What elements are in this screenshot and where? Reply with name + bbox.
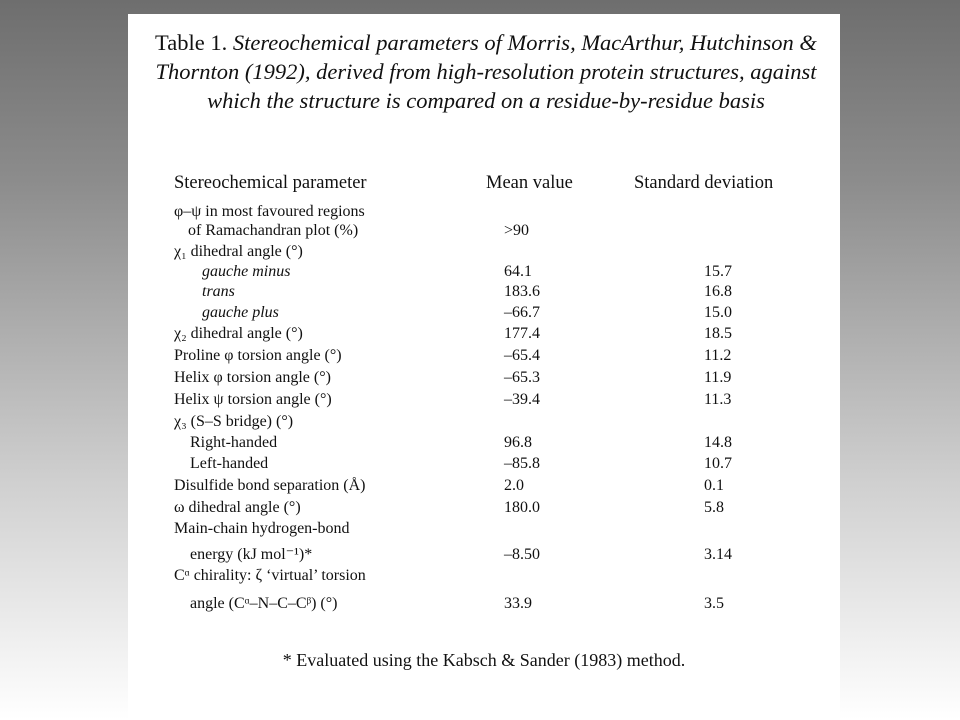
- param-cell: energy (kJ mol⁻¹)*: [190, 546, 313, 563]
- mean-cell: –39.4: [504, 391, 540, 408]
- param-cell: χ₃ (S–S bridge) (°): [174, 413, 294, 430]
- table-row: [128, 345, 840, 366]
- table-row: [128, 323, 840, 344]
- mean-cell: 96.8: [504, 434, 532, 451]
- sd-cell: 3.5: [704, 595, 724, 612]
- param-cell: gauche plus: [202, 304, 279, 321]
- sd-cell: 5.8: [704, 499, 724, 516]
- caption-label: Table 1.: [155, 30, 228, 55]
- param-cell: Main-chain hydrogen-bond: [174, 520, 350, 537]
- sd-cell: 18.5: [704, 325, 732, 342]
- param-cell: χ₁ dihedral angle (°): [174, 243, 303, 260]
- mean-cell: –85.8: [504, 455, 540, 472]
- param-cell: φ–ψ in most favoured regions: [174, 203, 365, 220]
- table-row: [128, 201, 840, 222]
- table-caption: [148, 28, 824, 115]
- sd-cell: 16.8: [704, 283, 732, 300]
- mean-cell: –66.7: [504, 304, 540, 321]
- table-row: [128, 302, 840, 323]
- param-cell: Helix ψ torsion angle (°): [174, 391, 332, 408]
- mean-cell: 2.0: [504, 477, 524, 494]
- param-cell: ω dihedral angle (°): [174, 499, 301, 516]
- mean-cell: 33.9: [504, 595, 532, 612]
- mean-cell: –8.50: [504, 546, 540, 563]
- table-row: [128, 220, 840, 241]
- param-cell: Proline φ torsion angle (°): [174, 347, 342, 364]
- mean-cell: –65.3: [504, 369, 540, 386]
- param-cell: of Ramachandran plot (%): [188, 222, 359, 239]
- sd-cell: 11.2: [704, 347, 732, 364]
- sd-cell: 15.7: [704, 263, 732, 280]
- sd-cell: 10.7: [704, 455, 732, 472]
- table-row: [128, 389, 840, 410]
- mean-cell: 177.4: [504, 325, 540, 342]
- table-row: [128, 518, 840, 539]
- table-row: [128, 453, 840, 474]
- table-row: [128, 281, 840, 302]
- slide-page: [128, 14, 840, 720]
- param-cell: Right-handed: [190, 434, 278, 451]
- sd-cell: 11.3: [704, 391, 732, 408]
- table-row: [128, 565, 840, 586]
- param-cell: gauche minus: [202, 263, 291, 280]
- param-cell: trans: [202, 283, 235, 300]
- caption-text: Stereochemical parameters of Morris, MacArthur, Hutchinson & Thornton (1992), derived from high-resolution protein structures, against which the structure is compared on a residue-by-residue basis: [155, 30, 817, 113]
- mean-cell: 180.0: [504, 499, 540, 516]
- table-row: [128, 432, 840, 453]
- mean-cell: 64.1: [504, 263, 532, 280]
- header-parameter: Stereochemical parameter: [174, 173, 367, 193]
- table-row: [128, 544, 840, 565]
- mean-cell: –65.4: [504, 347, 540, 364]
- param-cell: Left-handed: [190, 455, 269, 472]
- param-cell: Cᵅ chirality: ζ ‘virtual’ torsion: [174, 567, 366, 584]
- mean-cell: 183.6: [504, 283, 540, 300]
- param-cell: Helix φ torsion angle (°): [174, 369, 331, 386]
- table-row: [128, 367, 840, 388]
- sd-cell: 0.1: [704, 477, 724, 494]
- table-row: [128, 261, 840, 282]
- header-mean: Mean value: [486, 173, 573, 193]
- table-row: [128, 497, 840, 518]
- sd-cell: 3.14: [704, 546, 732, 563]
- sd-cell: 11.9: [704, 369, 732, 386]
- sd-cell: 15.0: [704, 304, 732, 321]
- table-footnote: * Evaluated using the Kabsch & Sander (1983) method.: [282, 650, 686, 670]
- table-row: [128, 475, 840, 496]
- param-cell: Disulfide bond separation (Å): [174, 477, 366, 494]
- table-row: [128, 411, 840, 432]
- param-cell: angle (Cᵅ–N–C–Cᵝ) (°): [190, 595, 338, 612]
- table-row: [128, 241, 840, 262]
- mean-cell: >90: [504, 222, 530, 239]
- table-row: [128, 593, 840, 614]
- param-cell: χ₂ dihedral angle (°): [174, 325, 303, 342]
- header-sd: Standard deviation: [634, 173, 774, 193]
- sd-cell: 14.8: [704, 434, 732, 451]
